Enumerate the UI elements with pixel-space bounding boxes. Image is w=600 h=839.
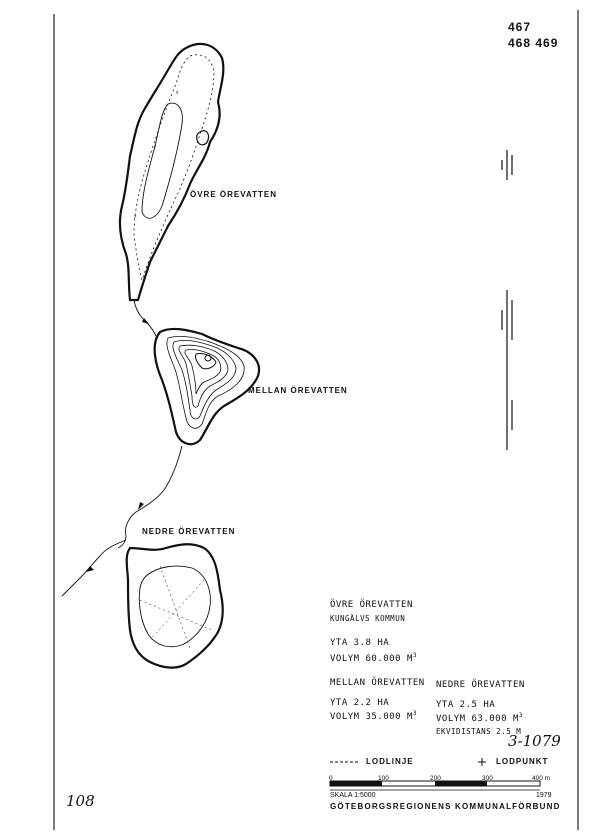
lake-mellan-orevatten [155, 329, 259, 444]
lake-ovre-orevatten [120, 44, 223, 300]
info-mellan-volym-unit: 3 [412, 710, 417, 717]
lake-label-nedre: NEDRE ÖREVATTEN [142, 527, 236, 536]
lake-label-ovre: ÖVRE ÖREVATTEN [190, 190, 278, 199]
legend-lodpunkt-label: LODPUNKT [496, 757, 549, 766]
info-nedre-yta: YTA 2.5 HA [436, 700, 496, 710]
stream-upper [134, 300, 156, 336]
info-ovre-yta: YTA 3.8 HA [330, 638, 390, 648]
scale-tick-100: 100 [378, 775, 389, 782]
scale-label: SKALA 1:5000 [330, 792, 376, 799]
lodpunkt-symbol [478, 758, 486, 766]
info-mellan-yta: YTA 2.2 HA [330, 698, 390, 708]
svg-text:x: x [134, 214, 137, 220]
info-nedre-name: NEDRE ÖREVATTEN [436, 680, 525, 690]
info-mellan-volym: VOLYM 35.000 $M^3$ [330, 710, 417, 722]
info-nedre-volym-unit: 3 [518, 712, 523, 719]
info-ovre-kommun: KUNGÄLVS KOMMUN [330, 614, 406, 623]
info-ovre-name: ÖVRE ÖREVATTEN [330, 600, 413, 610]
footer-organization: GÖTEBORGSREGIONENS KOMMUNALFÖRBUND [330, 802, 561, 811]
map-number: 3-1079 [508, 732, 561, 750]
lake-label-mellan: MELLAN ÖREVATTEN [248, 386, 348, 395]
info-nedre-ekvidistans: EKVIDISTANS 2.5 M [436, 727, 522, 736]
sheet-number-bottom: 468 469 [508, 36, 559, 50]
scale-tick-200: 200 [430, 775, 441, 782]
lake-nedre-orevatten [127, 544, 223, 667]
sheet-number-top: 467 [508, 20, 532, 34]
margin-marks [502, 150, 512, 450]
scale-bar [330, 781, 540, 790]
scale-year: 1979 [536, 792, 552, 799]
stream-outflow [62, 540, 126, 596]
info-mellan-name: MELLAN ÖREVATTEN [330, 678, 425, 688]
legend-lodlinje-label: LODLINJE [366, 757, 414, 766]
info-nedre-volym: VOLYM 63.000 $M^3$ [436, 712, 523, 724]
page-number: 108 [66, 792, 95, 810]
scale-tick-300: 300 [482, 775, 493, 782]
scale-tick-400: 400 m [532, 775, 551, 782]
info-ovre-volym-unit: 3 [412, 652, 417, 659]
svg-text:x: x [176, 90, 179, 96]
svg-text:x: x [154, 144, 157, 150]
info-ovre-volym: VOLYM 60.000 $M^3$ [330, 652, 417, 664]
scale-tick-0: 0 [329, 775, 333, 782]
